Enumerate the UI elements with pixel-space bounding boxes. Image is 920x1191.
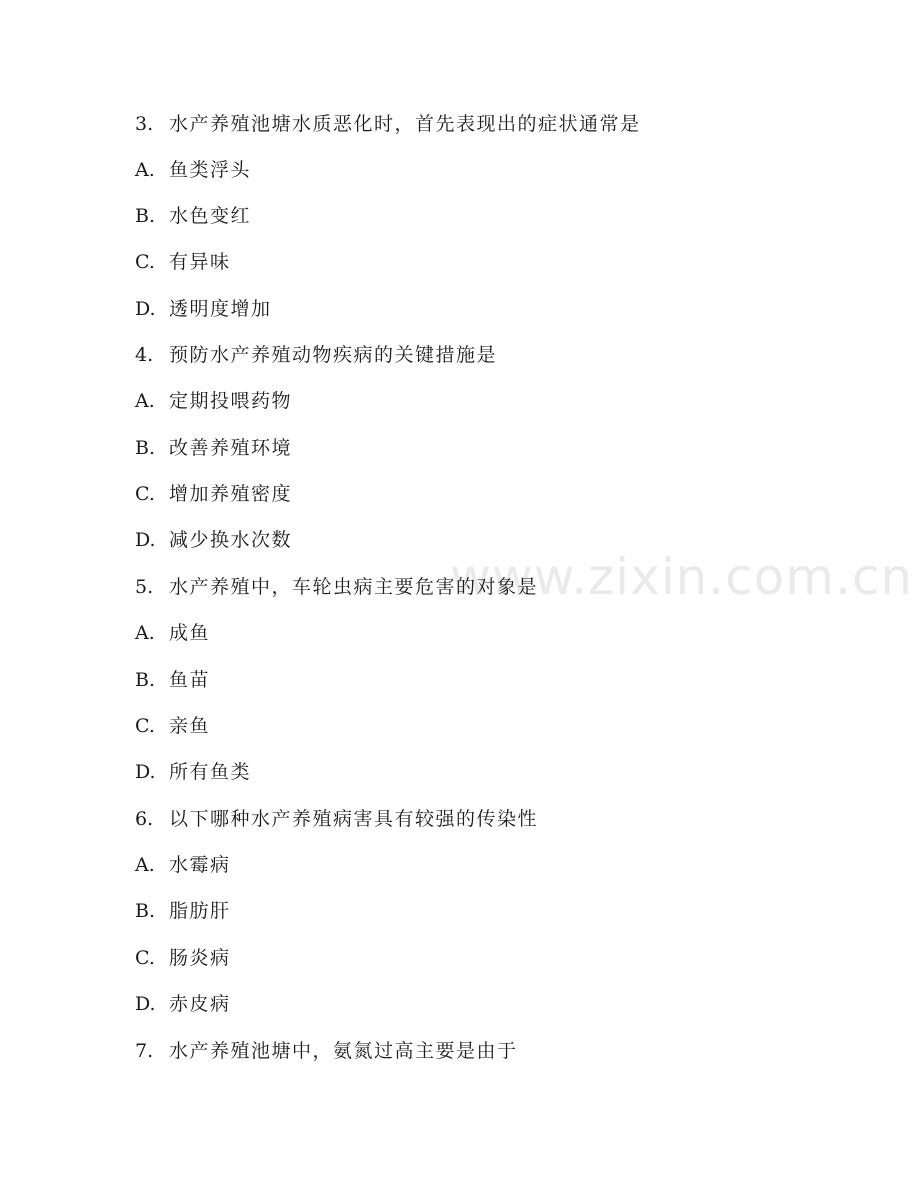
option-text: 水霉病 xyxy=(169,854,231,876)
option-3c xyxy=(135,247,231,277)
option-6b xyxy=(135,896,231,926)
option-text: 减少换水次数 xyxy=(169,529,293,551)
question-number: 5. xyxy=(135,576,154,598)
option-letter: B. xyxy=(135,205,156,227)
option-letter: A. xyxy=(135,622,155,644)
question-3 xyxy=(135,109,641,139)
option-4a xyxy=(135,386,292,416)
option-letter: C. xyxy=(135,483,155,505)
question-5 xyxy=(135,572,538,602)
question-text: 水产养殖池塘水质恶化时，首先表现出的症状通常是 xyxy=(169,113,641,135)
option-letter: D. xyxy=(135,298,156,320)
option-6d xyxy=(135,989,231,1019)
option-letter: D. xyxy=(135,761,156,783)
option-letter: C. xyxy=(135,251,155,273)
option-letter: A. xyxy=(135,854,155,876)
option-text: 定期投喂药物 xyxy=(169,390,293,412)
option-text: 增加养殖密度 xyxy=(169,483,293,505)
question-text: 水产养殖中，车轮虫病主要危害的对象是 xyxy=(169,576,539,598)
watermark: www.zixin.com.cn xyxy=(450,548,914,606)
option-3a xyxy=(135,155,251,185)
option-5a xyxy=(135,618,210,648)
option-text: 赤皮病 xyxy=(169,993,231,1015)
option-letter: C. xyxy=(135,947,155,969)
option-text: 鱼苗 xyxy=(169,669,211,691)
option-5c xyxy=(135,711,210,741)
option-text: 透明度增加 xyxy=(169,298,272,320)
option-text: 肠炎病 xyxy=(169,947,231,969)
question-text: 水产养殖池塘中，氨氮过高主要是由于 xyxy=(169,1040,518,1062)
option-letter: B. xyxy=(135,900,156,922)
question-7 xyxy=(135,1036,518,1066)
question-number: 6. xyxy=(135,808,154,830)
option-4c xyxy=(135,479,292,509)
option-text: 脂肪肝 xyxy=(169,900,231,922)
question-number: 4. xyxy=(135,344,154,366)
question-6 xyxy=(135,804,538,834)
option-letter: D. xyxy=(135,529,156,551)
option-4d xyxy=(135,525,292,555)
option-text: 水色变红 xyxy=(169,205,252,227)
option-3d xyxy=(135,294,272,324)
question-number: 7. xyxy=(135,1040,154,1062)
option-letter: D. xyxy=(135,993,156,1015)
option-5b xyxy=(135,665,210,695)
question-4 xyxy=(135,340,497,370)
question-text: 预防水产养殖动物疾病的关键措施是 xyxy=(169,344,498,366)
option-6c xyxy=(135,943,231,973)
option-text: 所有鱼类 xyxy=(169,761,252,783)
option-4b xyxy=(135,433,292,463)
option-6a xyxy=(135,850,231,880)
option-letter: B. xyxy=(135,669,156,691)
question-text: 以下哪种水产养殖病害具有较强的传染性 xyxy=(169,808,539,830)
option-letter: B. xyxy=(135,437,156,459)
option-text: 鱼类浮头 xyxy=(169,159,252,181)
option-text: 成鱼 xyxy=(169,622,211,644)
question-number: 3. xyxy=(135,113,154,135)
option-3b xyxy=(135,201,251,231)
option-letter: C. xyxy=(135,715,155,737)
option-letter: A. xyxy=(135,390,155,412)
option-text: 亲鱼 xyxy=(169,715,211,737)
option-text: 有异味 xyxy=(169,251,231,273)
option-text: 改善养殖环境 xyxy=(169,437,293,459)
option-5d xyxy=(135,757,251,787)
option-letter: A. xyxy=(135,159,155,181)
